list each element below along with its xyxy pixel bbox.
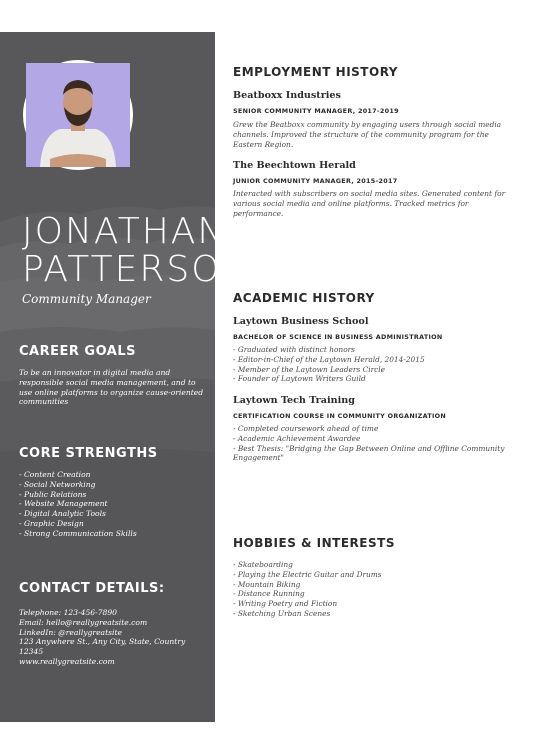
contact-telephone: Telephone: 123-456-7890	[19, 608, 118, 617]
school-achievements-list	[233, 345, 518, 384]
employer-name: The Beechtown Herald	[233, 160, 356, 171]
job-role: SENIOR COMMUNITY MANAGER, 2017-2019	[233, 107, 399, 115]
profile-photo	[23, 60, 133, 170]
list-item: - Completed coursework ahead of time	[233, 424, 379, 433]
employer-name: Beatboxx Industries	[233, 90, 341, 101]
list-item: - Editor-in-Chief of the Laytown Herald, 2014-2015	[233, 354, 425, 364]
career-goals-heading: CAREER GOALS	[19, 344, 136, 359]
first-name: JONATHAN	[22, 211, 227, 252]
hobbies-heading: HOBBIES & INTERESTS	[233, 536, 395, 550]
person-avatar-icon	[26, 63, 130, 167]
degree: CERTIFICATION COURSE IN COMMUNITY ORGANIZATION	[233, 412, 447, 420]
list-item: - Mountain Biking	[233, 579, 301, 589]
list-item: - Skateboarding	[233, 560, 293, 569]
degree: BACHELOR OF SCIENCE IN BUSINESS ADMINISTRATION	[233, 333, 443, 341]
sidebar	[0, 32, 251, 722]
list-item: - Content Creation	[19, 470, 91, 479]
school-achievements-list	[233, 424, 518, 463]
job-description: Grew the Beatboxx community by engaging users through social media channels. Improved the structure of the community program for the Eastern Region.	[233, 120, 502, 149]
school-name: Laytown Business School	[233, 316, 369, 327]
contact-list	[19, 608, 185, 667]
list-item: - Playing the Electric Guitar and Drums	[233, 569, 382, 579]
contact-heading: CONTACT DETAILS:	[19, 581, 165, 596]
list-item: - Website Management	[19, 499, 108, 509]
list-item: - Graduated with distinct honors	[233, 345, 355, 354]
employment-heading: EMPLOYMENT HISTORY	[233, 65, 398, 79]
list-item: - Sketching Urban Scenes	[233, 608, 331, 618]
list-item: - Member of the Laytown Leaders Circle	[233, 364, 386, 374]
job-title: Community Manager	[22, 292, 151, 306]
list-item: - Writing Poetry and Fiction	[233, 599, 338, 609]
last-name: PATTERSON	[22, 249, 251, 290]
school-name: Laytown Tech Training	[233, 395, 355, 406]
list-item: - Graphic Design	[19, 518, 84, 528]
contact-email[interactable]: Email: hello@reallygreatsite.com	[19, 617, 148, 627]
list-item: - Founder of Laytown Writers Guild	[233, 374, 366, 384]
list-item: - Strong Communication Skills	[19, 528, 137, 538]
list-item: - Public Relations	[19, 489, 87, 499]
hobbies-list	[233, 560, 518, 619]
job-description: Interacted with subscribers on social media sites. Generated content for various social media and online platforms. Tracked metrics for performance.	[233, 189, 506, 218]
list-item: - Distance Running	[233, 589, 305, 599]
contact-website[interactable]: www.reallygreatsite.com	[19, 656, 115, 666]
list-item: - Academic Achievement Awardee	[233, 433, 361, 443]
core-strengths-list	[19, 470, 137, 539]
job-role: JUNIOR COMMUNITY MANAGER, 2015-2017	[233, 177, 398, 185]
academic-heading: ACADEMIC HISTORY	[233, 291, 375, 305]
list-item: - Digital Analytic Tools	[19, 509, 106, 519]
contact-address-zip: 12345	[19, 647, 44, 657]
list-item: - Social Networking	[19, 479, 96, 489]
contact-linkedin: LinkedIn: @reallygreatsite	[19, 627, 123, 637]
list-item: - Best Thesis: "Bridging the Gap Between Online and Offline Community Engagement"	[233, 443, 505, 463]
contact-address: 123 Anywhere St., Any City, State, Country	[19, 637, 186, 647]
career-goals-text: To be an innovator in digital media and responsible social media management, and to use online platforms to organize cause-oriented communities	[19, 368, 204, 407]
core-strengths-heading: CORE STRENGTHS	[19, 446, 158, 461]
